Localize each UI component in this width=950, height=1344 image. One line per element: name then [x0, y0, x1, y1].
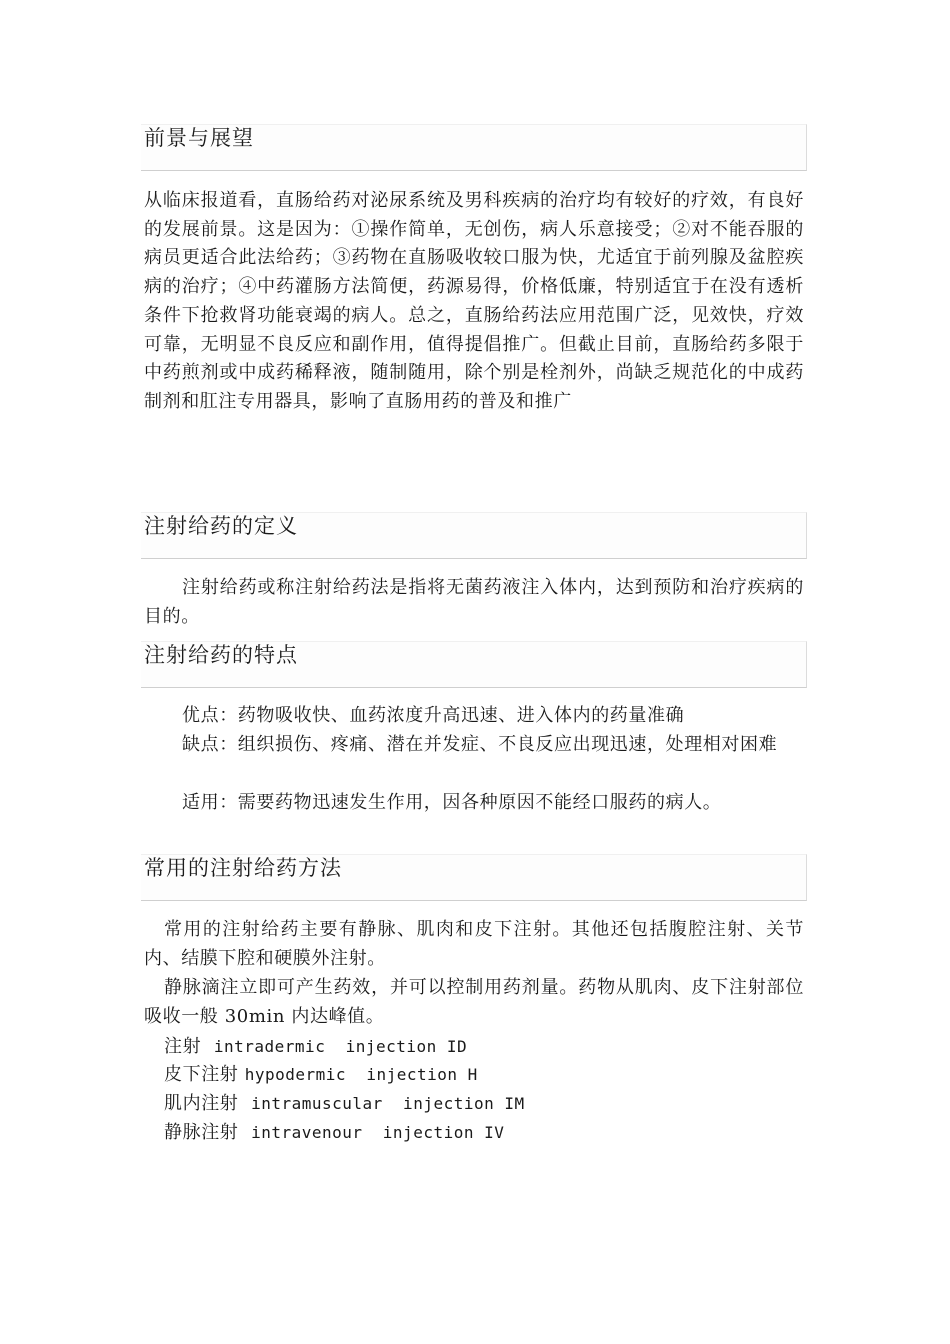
term-cn: 静脉注射 — [164, 1122, 239, 1143]
paragraph-methods-2: 静脉滴注立即可产生药效，并可以控制用药剂量。药物从肌肉、皮下注射部位吸收一般 30min 内达峰值。 — [144, 977, 804, 1027]
heading-prospect: 前景与展望 — [144, 126, 254, 150]
term-en: intradermic injection ID — [213, 1037, 468, 1056]
term-cn: 肌内注射 — [164, 1093, 239, 1114]
paragraph-prospect: 从临床报道看，直肠给药对泌尿系统及男科疾病的治疗均有较好的疗效，有良好的发展前景。这是因为：①操作简单，无创伤，病人乐意接受；②对不能吞服的病员更适合此法给药；③药物在直肠吸收较口服为快，尤适宜于前列腺及盆腔疾病的治疗；④中药灌肠方法简便，药源易得，价格低廉，特别适宜于在没有透析条件下抢救肾功能衰竭的病人。总之，直肠给药法应用范围广泛，见效快，疗效可靠，无明显不良反应和副作用，值得提倡推广。但截止目前，直肠给药多限于中药煎剂或中成药稀释液，随制随用，除个别是栓剂外，尚缺乏规范化的中成药制剂和肛注专用器具，影响了直肠用药的普及和推广 — [144, 190, 804, 412]
term-en: intravenour injection IV — [251, 1123, 505, 1142]
paragraph-pros: 优点：药物吸收快、血药浓度升高迅速、进入体内的药量准确 — [182, 705, 685, 726]
term-row — [164, 1061, 824, 1090]
section-heading-methods — [141, 854, 807, 901]
term-cn: 皮下注射 — [164, 1064, 239, 1085]
term-row — [164, 1119, 824, 1148]
paragraph-methods-1: 常用的注射给药主要有静脉、肌肉和皮下注射。其他还包括腹腔注射、关节内、结膜下腔和硬膜外注射。 — [144, 919, 804, 969]
paragraph-cons: 缺点：组织损伤、疼痛、潜在并发症、不良反应出现迅速，处理相对困难 — [182, 734, 778, 755]
section-heading-definition — [141, 512, 807, 559]
section-heading-features — [141, 641, 807, 688]
heading-methods: 常用的注射给药方法 — [144, 856, 342, 880]
term-en: hypodermic injection H — [244, 1065, 478, 1084]
paragraph-definition: 注射给药或称注射给药法是指将无菌药液注入体内，达到预防和治疗疾病的目的。 — [144, 577, 804, 627]
heading-definition: 注射给药的定义 — [144, 514, 298, 538]
term-en: intramuscular injection IM — [251, 1094, 525, 1113]
heading-features: 注射给药的特点 — [144, 643, 298, 667]
term-row — [164, 1090, 824, 1119]
section-heading-prospect — [141, 124, 807, 171]
paragraph-usage: 适用：需要药物迅速发生作用，因各种原因不能经口服药的病人。 — [182, 792, 722, 813]
term-cn: 注射 — [164, 1036, 202, 1057]
term-row — [164, 1033, 824, 1062]
